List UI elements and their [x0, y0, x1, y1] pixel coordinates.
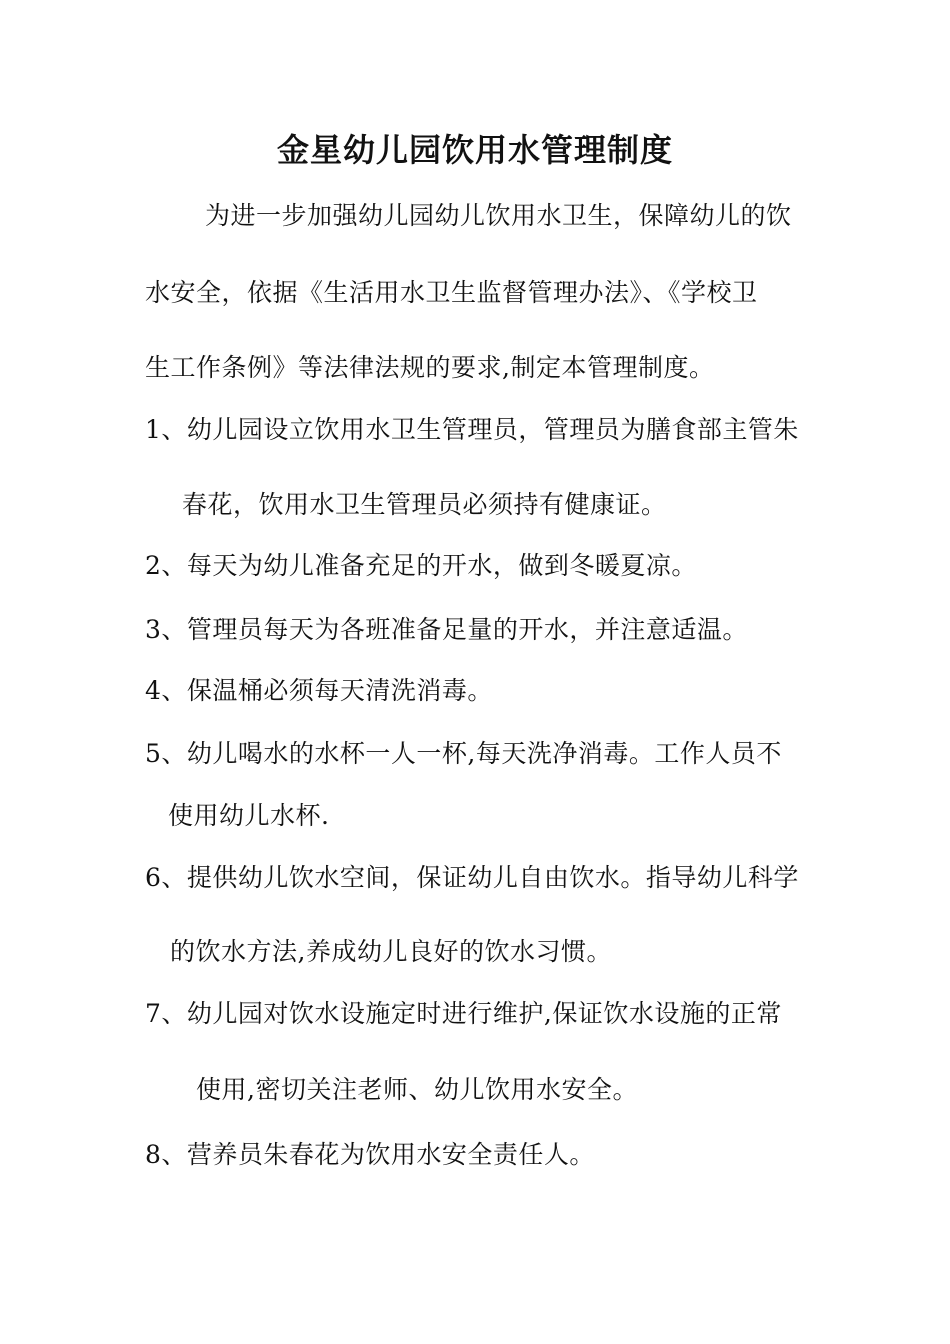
intro-line-3: 生工作条例》等法律法规的要求,制定本管理制度。: [145, 353, 715, 382]
item-1-line-2: 春花，饮用水卫生管理员必须持有健康证。: [182, 490, 667, 519]
item-7-line-1: 7、幼儿园对饮水设施定时进行维护,保证饮水设施的正常: [145, 999, 782, 1028]
item-5-line-1: 5、幼儿喝水的水杯一人一杯,每天洗净消毒。工作人员不: [145, 739, 782, 768]
item-7-line-2: 使用,密切关注老师、幼儿饮用水安全。: [196, 1075, 638, 1104]
item-5-line-2: 使用幼儿水杯.: [168, 801, 330, 830]
intro-line-1: 为进一步加强幼儿园幼儿饮用水卫生，保障幼儿的饮: [205, 201, 792, 230]
item-6-line-2: 的饮水方法,养成幼儿良好的饮水习惯。: [170, 937, 612, 966]
document-title: 金星幼儿园饮用水管理制度: [276, 131, 673, 169]
item-3-line-1: 3、管理员每天为各班准备足量的开水，并注意适温。: [145, 615, 748, 644]
item-2-line-1: 2、每天为幼儿准备充足的开水，做到冬暖夏凉。: [145, 551, 697, 580]
intro-line-2: 水安全，依据《生活用水卫生监督管理办法》、《学校卫: [145, 278, 758, 307]
item-1-line-1: 1、幼儿园设立饮用水卫生管理员，管理员为膳食部主管朱: [145, 415, 799, 444]
item-4-line-1: 4、保温桶必须每天清洗消毒。: [145, 676, 493, 705]
item-8-line-1: 8、营养员朱春花为饮用水安全责任人。: [145, 1140, 595, 1169]
item-6-line-1: 6、提供幼儿饮水空间，保证幼儿自由饮水。指导幼儿科学: [145, 863, 799, 892]
